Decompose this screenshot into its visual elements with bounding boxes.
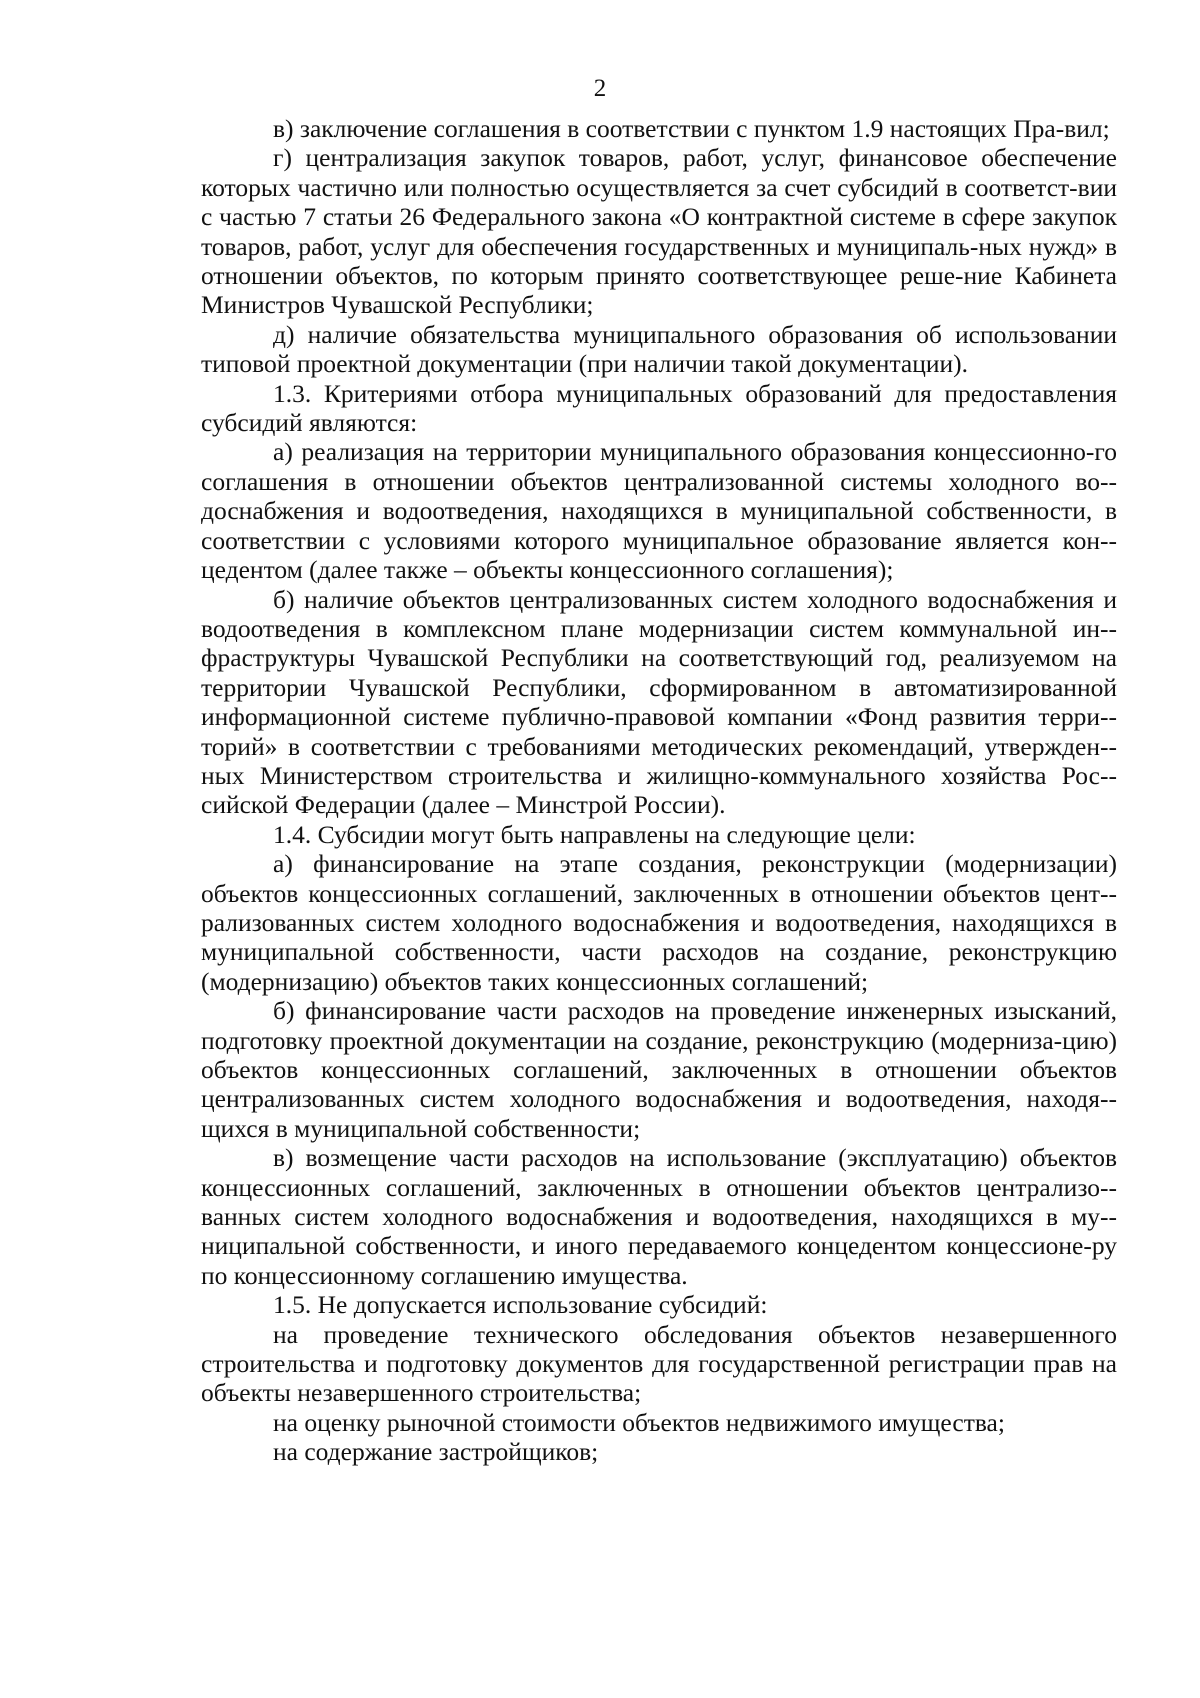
paragraph-g-centralization: г) централизация закупок товаров, работ, услуг, финансовое обеспечение которых частично или полностью осуществляется за счет субсидий в соответст-вии с частью 7 статьи 26 Федерального закона «О контрактной системе в сфере закупок товаров, работ, услуг для обеспечения государственных и муниципаль-ных нужд» в отношении объектов, по которым принято соответствующее реше-ние Кабинета Министров Чувашской Республики;: [201, 143, 1117, 320]
paragraph-v-reimbursement: в) возмещение части расходов на использование (эксплуатацию) объектов концессионных соглашений, заключенных в отношении объектов централизо-ванных систем холодного водоснабжения и водоотведения, находящихся в му-ниципальной собственности, и иного передаваемого концедентом концессионе-ру по концессионному соглашению имущества.: [201, 1143, 1117, 1290]
paragraph-technical-inspection: на проведение технического обследования объектов незавершенного строительства и подготовку документов для государственной регистрации прав на объекты незавершенного строительства;: [201, 1319, 1117, 1408]
paragraph-developers-maintenance: на содержание застройщиков;: [273, 1437, 599, 1467]
paragraph-a-financing: а) финансирование на этапе создания, реконструкции (модернизации) объектов концессионных соглашений, заключенных в отношении объектов цент-рализованных систем холодного водоснабжения и водоотведения, находящихся в муниципальной собственности, части расходов на создание, реконструкцию (модернизацию) объектов таких концессионных соглашений;: [201, 849, 1117, 996]
paragraph-a-concession: а) реализация на территории муниципального образования концессионно-го соглашения в отношении объектов централизованной системы холодного во-доснабжения и водоотведения, находящихся в муниципальной собственности, в соответствии с условиями которого муниципальное образование является кон-цедентом (далее также – объекты концессионного соглашения);: [201, 437, 1117, 585]
document-body: [201, 114, 1117, 1467]
paragraph-market-valuation: на оценку рыночной стоимости объектов недвижимого имущества;: [273, 1407, 1005, 1437]
paragraph-b-engineering-surveys: б) финансирование части расходов на проведение инженерных изысканий, подготовку проектной документации на создание, реконструкцию (модерниза-цию) объектов концессионных соглашений, заключенных в отношении объектов централизованных систем холодного водоснабжения и водоотведения, находя-щихся в муниципальной собственности;: [201, 996, 1117, 1143]
paragraph-d-typical-documentation: д) наличие обязательства муниципального образования об использовании типовой проектной документации (при наличии такой документации).: [201, 319, 1117, 379]
paragraph-1-3-criteria: 1.3. Критериями отбора муниципальных образований для предоставления субсидий являются:: [201, 378, 1117, 438]
paragraph-b-modernization-plan: б) наличие объектов централизованных систем холодного водоснабжения и водоотведения в комплексном плане модернизации систем коммунальной ин-фраструктуры Чувашской Республики на соответствующий год, реализуемом на территории Чувашской Республики, сформированном в автоматизированной информационной системе публично-правовой компании «Фонд развития терри-торий» в соответствии с требованиями методических рекомендаций, утвержден-ных Министерством строительства и жилищно-коммунального хозяйства Рос-сийской Федерации (далее – Минстрой России).: [201, 584, 1117, 820]
paragraph-1-5-restrictions: 1.5. Не допускается использование субсидий:: [273, 1290, 768, 1320]
paragraph-v-agreement: в) заключение соглашения в соответствии с пунктом 1.9 настоящих Пра-вил;: [273, 114, 1110, 143]
paragraph-1-4-purposes: 1.4. Субсидии могут быть направлены на следующие цели:: [273, 819, 916, 849]
page-number: 2: [593, 75, 607, 102]
